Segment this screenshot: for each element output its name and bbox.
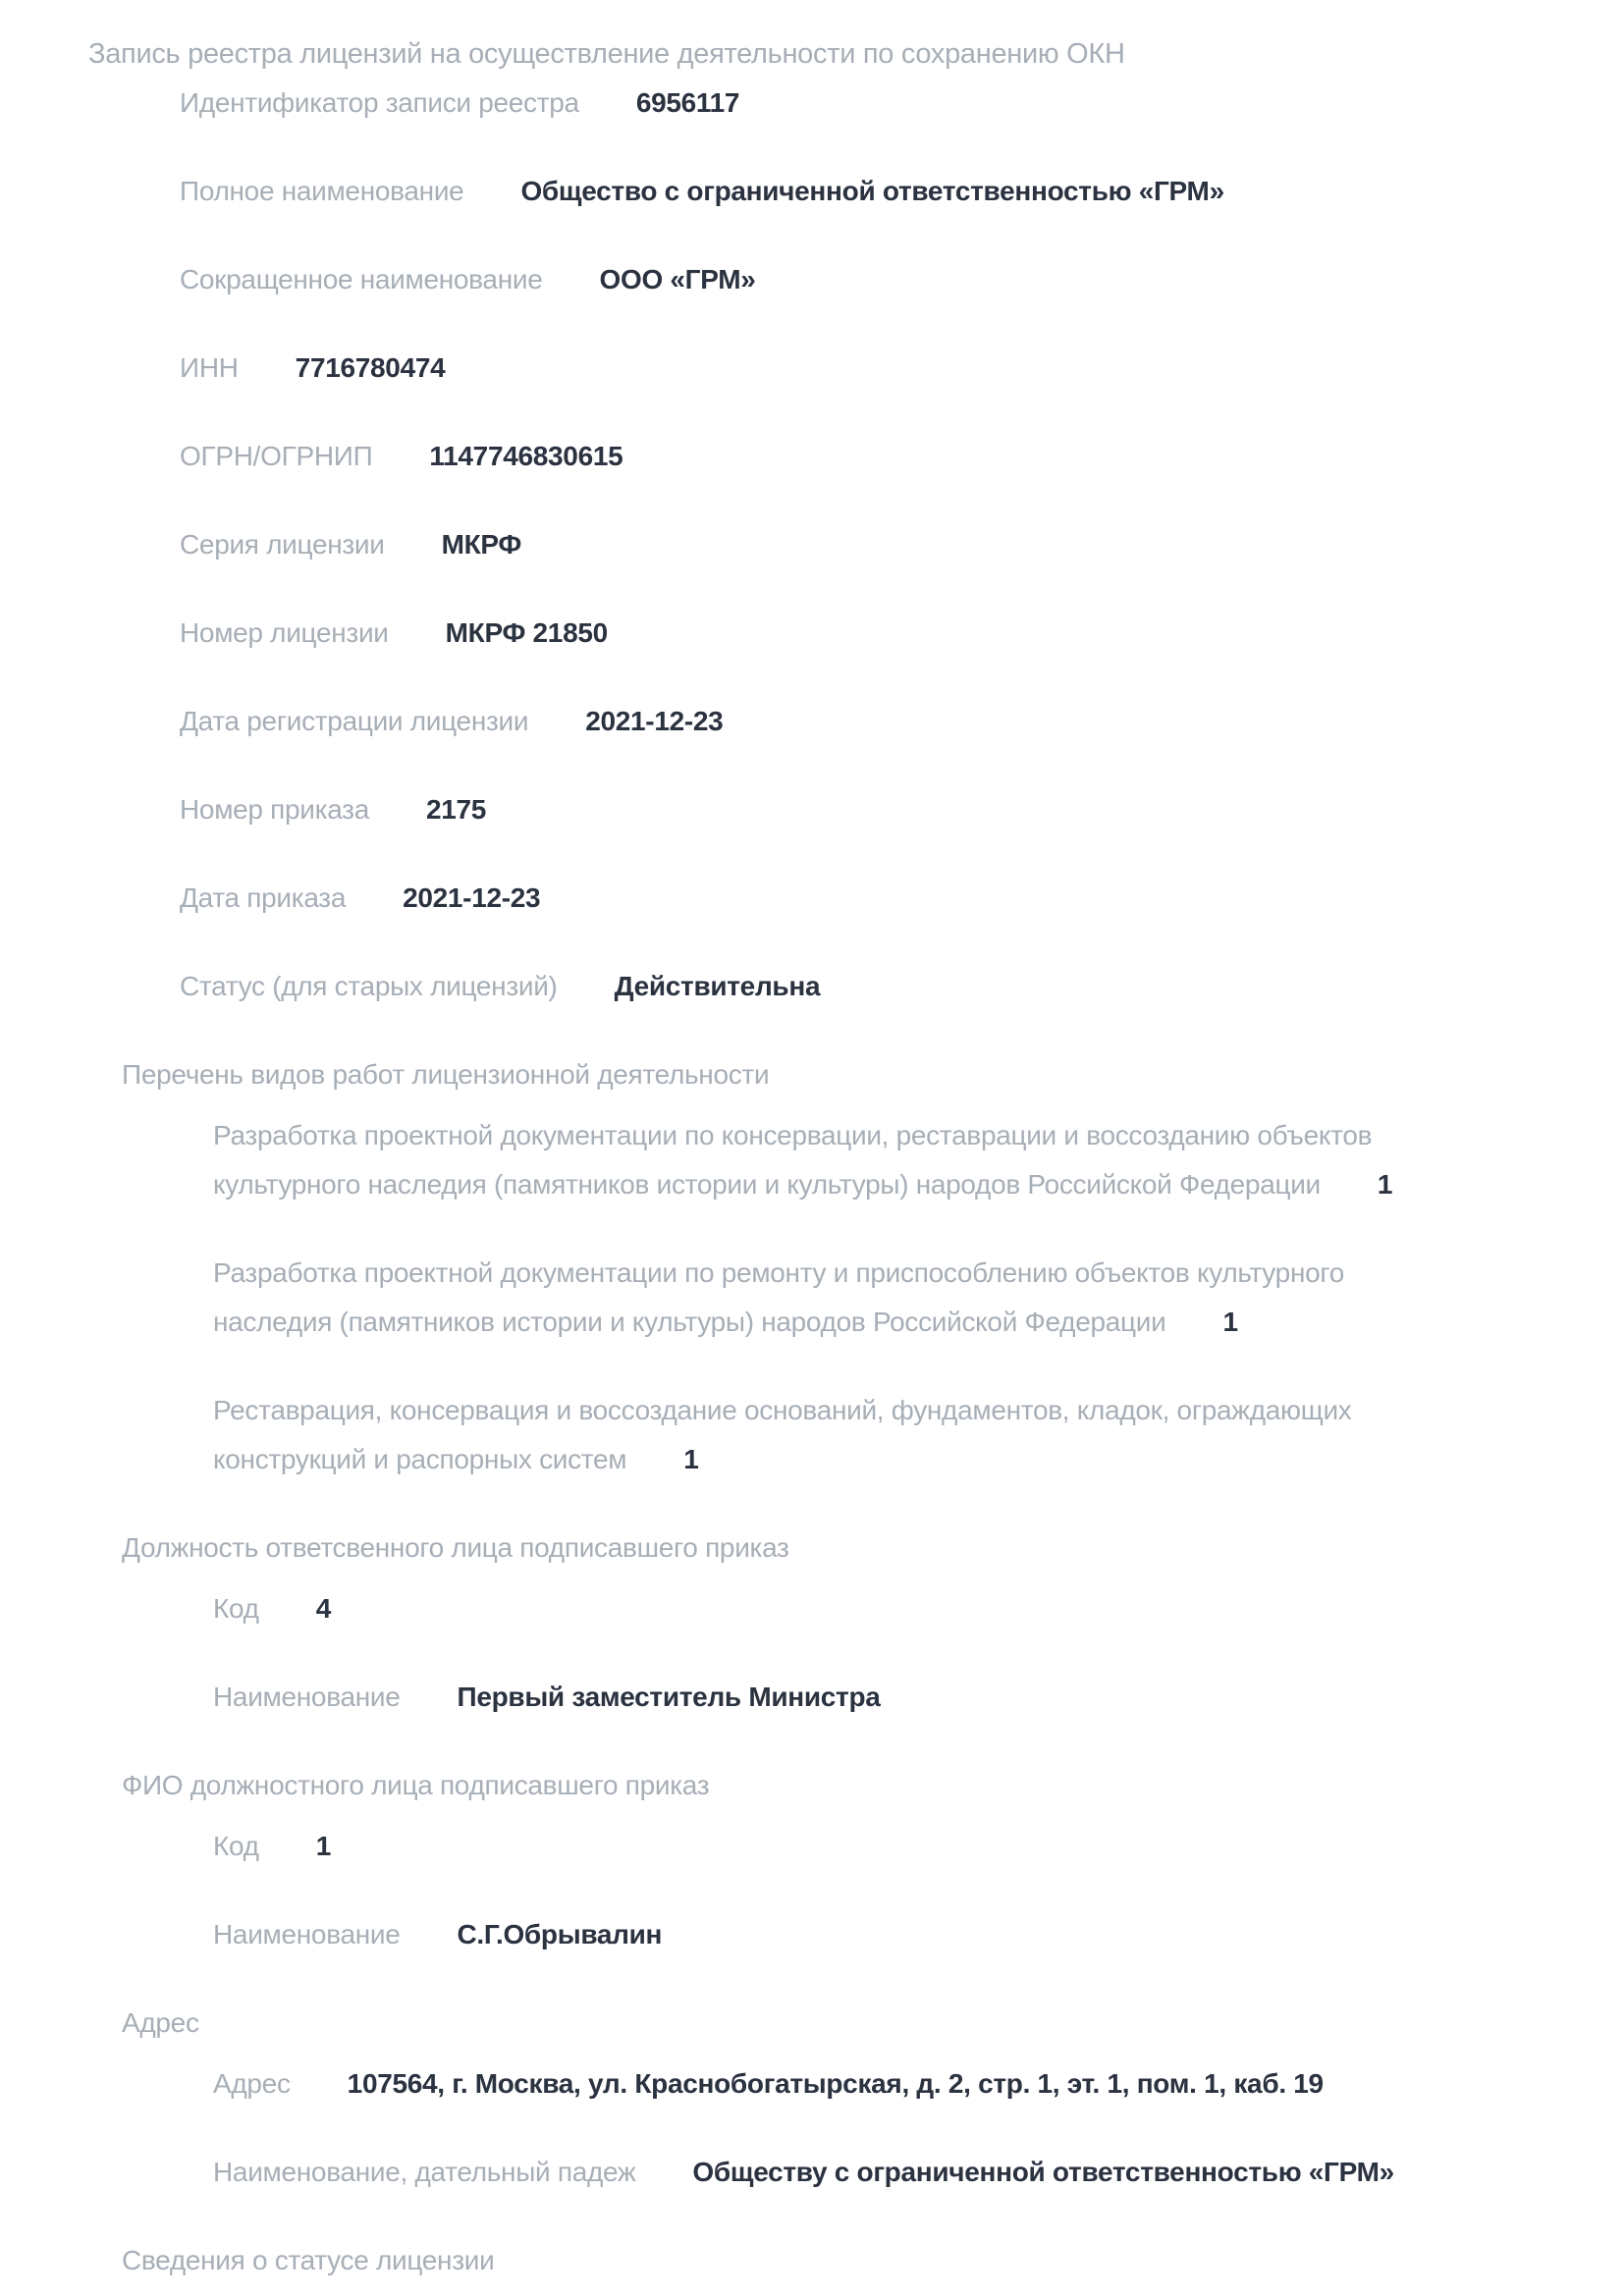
work-type-label: Разработка проектной документации по ремонту и приспособлению объектов культурного наследия (памятников истории и культуры) народов Российской Федерации — [213, 1257, 1344, 1337]
field-value: 2175 — [425, 794, 487, 825]
field-row-fio-name — [213, 1910, 1624, 1959]
field-row-short-name — [180, 255, 1624, 304]
field-label: Номер лицензии — [180, 617, 389, 648]
field-row-inn — [180, 344, 1624, 393]
field-label: Код — [213, 1593, 259, 1624]
field-label: ОГРН/ОГРНИП — [180, 441, 373, 471]
field-label: Номер приказа — [180, 794, 369, 825]
work-type-label: Реставрация, консервация и воссоздание оснований, фундаментов, кладок, ограждающих конструкций и распорных систем — [213, 1395, 1352, 1474]
field-label: Код — [213, 1831, 259, 1861]
field-value: 7716780474 — [295, 352, 446, 383]
field-value: ООО «ГРМ» — [599, 264, 756, 294]
work-type-value: 1 — [683, 1444, 699, 1474]
field-value: 2021-12-23 — [403, 882, 541, 913]
section-title-address: Адрес — [122, 2007, 199, 2038]
section-official-position — [0, 1523, 1624, 1722]
work-type-item — [213, 1249, 1440, 1347]
field-row-full-name — [180, 167, 1624, 216]
field-label: Дата приказа — [180, 882, 347, 913]
section-title-official-position: Должность ответсвенного лица подписавшего приказ — [122, 1532, 789, 1563]
field-row-order-date — [180, 874, 1624, 923]
field-label: Статус (для старых лицензий) — [180, 971, 558, 1001]
field-row-fio-code — [213, 1822, 1624, 1871]
field-row-address — [213, 2059, 1624, 2109]
field-row-address-dative — [213, 2148, 1624, 2197]
field-value: 6956117 — [635, 87, 740, 118]
field-value: 107564, г. Москва, ул. Краснобогатырская, д. 2, стр. 1, эт. 1, пом. 1, каб. 19 — [347, 2068, 1324, 2099]
field-value: МКРФ — [441, 529, 522, 560]
field-row-order-number — [180, 785, 1624, 834]
field-value: Действительна — [614, 971, 821, 1001]
field-label: Идентификатор записи реестра — [180, 87, 579, 118]
field-row-record-id — [180, 79, 1624, 128]
field-row-position-name — [213, 1673, 1624, 1722]
field-value: МКРФ 21850 — [445, 617, 608, 648]
field-label: Наименование, дательный падеж — [213, 2157, 636, 2187]
field-value: 1147746830615 — [429, 441, 623, 471]
section-license-status — [0, 2236, 1624, 2285]
work-type-item — [213, 1386, 1440, 1484]
section-address — [0, 1999, 1624, 2197]
field-row-license-series — [180, 520, 1624, 569]
field-label: Полное наименование — [180, 176, 464, 206]
page-title: Запись реестра лицензий на осуществление деятельности по сохранению ОКН — [88, 38, 1125, 70]
work-type-value: 1 — [1377, 1169, 1393, 1200]
field-value: Обществу с ограниченной ответственностью «ГРМ» — [692, 2157, 1394, 2187]
field-row-license-number — [180, 609, 1624, 658]
section-work-types — [0, 1050, 1624, 1484]
field-value: 2021-12-23 — [585, 706, 724, 736]
field-row-status — [180, 962, 1624, 1011]
field-row-position-code — [213, 1584, 1624, 1633]
field-row-license-reg-date — [180, 697, 1624, 746]
field-value: 1 — [315, 1831, 331, 1861]
field-value: Первый заместитель Министра — [457, 1682, 881, 1712]
field-value: 4 — [315, 1593, 331, 1624]
field-value: Общество с ограниченной ответственностью «ГРМ» — [520, 176, 1224, 206]
field-row-ogrn — [180, 432, 1624, 481]
field-value: С.Г.Обрывалин — [457, 1919, 663, 1949]
section-title-work-types: Перечень видов работ лицензионной деятельности — [122, 1059, 770, 1090]
section-official-name — [0, 1761, 1624, 1959]
field-label: ИНН — [180, 352, 239, 383]
field-label: Адрес — [213, 2068, 291, 2099]
work-type-label: Разработка проектной документации по консервации, реставрации и воссозданию объектов культурного наследия (памятников истории и культуры) народов Российской Федерации — [213, 1120, 1373, 1200]
field-label: Наименование — [213, 1919, 401, 1949]
section-title-official-name: ФИО должностного лица подписавшего приказ — [122, 1770, 710, 1800]
work-type-item — [213, 1111, 1440, 1209]
work-type-value: 1 — [1222, 1307, 1238, 1337]
field-label: Серия лицензии — [180, 529, 385, 560]
section-title-license-status: Сведения о статусе лицензии — [122, 2245, 495, 2275]
field-label: Наименование — [213, 1682, 401, 1712]
field-label: Сокращенное наименование — [180, 264, 543, 294]
field-label: Дата регистрации лицензии — [180, 706, 529, 736]
